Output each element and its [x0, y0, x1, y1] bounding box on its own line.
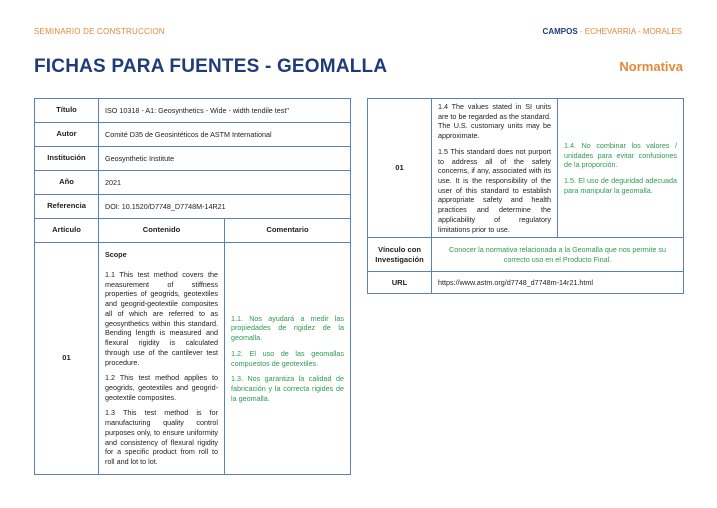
vinculo-value: Conocer la normativa relacionada a la Geomalla que nos permite su correcto uso en el Producto Final. — [432, 238, 684, 272]
header-contenido: Contenido — [99, 219, 225, 243]
header-author-rest: - ECHEVARRIA - MORALES — [577, 27, 682, 36]
comment-1-1: 1.1. Nos ayudará a medir las propiedades de rigidez de la geomalla. — [231, 313, 344, 343]
row-institucion — [35, 147, 351, 171]
row-titulo — [35, 99, 351, 123]
header-author-bold: CAMPOS — [542, 27, 578, 36]
column-header-row — [35, 219, 351, 243]
label-referencia: Referencia — [35, 195, 99, 219]
row-anio — [35, 171, 351, 195]
url-row — [368, 272, 684, 294]
url-label: URL — [368, 272, 432, 294]
url-link[interactable]: https://www.astm.org/d7748_d7748m-14r21.html — [432, 272, 684, 294]
article-row — [35, 243, 351, 475]
article-number: 01 — [35, 243, 99, 475]
comment-1-5: 1.5. El uso de deguridad adecuada para manipular la geomalla. — [564, 176, 677, 195]
article-comments — [225, 243, 351, 475]
page-title: FICHAS PARA FUENTES - GEOMALLA — [34, 56, 388, 77]
content-1-5: 1.5 This standard does not purport to address all of the safety concerns, if any, associated with its use. It is the responsibility of the user of this standard to establish appropriate safety and health practices and determine the applicability of regulatory limitations prior to use. — [438, 146, 551, 234]
value-autor: Comité D35 de Geosintéticos de ASTM International — [99, 123, 351, 147]
scope-title: Scope — [105, 250, 127, 260]
label-anio: Año — [35, 171, 99, 195]
header-comentario: Comentario — [225, 219, 351, 243]
label-autor: Autor — [35, 123, 99, 147]
right-article-row — [368, 99, 684, 238]
content-1-4: 1.4 The values stated in SI units are to be regarded as the standard. The U.S. customary units may be approximate. — [438, 102, 551, 141]
article-content — [99, 243, 225, 475]
content-1-1: 1.1 This test method covers the measurement of stiffness properties of geogrids, geotextiles and geogrid-geotextile composites all of which are referred to as geosynthetics within this standard. Bending length is measured and flexural rigidity is calculated through use of the cantilever test procedure. — [105, 270, 218, 367]
content-1-2: 1.2 This test method applies to geogrids, geotextiles and geogrid-geotextile composites. — [105, 373, 218, 402]
value-titulo: ISO 10318 - A1: Geosynthetics - Wide - width tendile test" — [99, 99, 351, 123]
value-institucion: Geosynthetic Institute — [99, 147, 351, 171]
row-autor — [35, 123, 351, 147]
row-referencia — [35, 195, 351, 219]
right-article-comments — [558, 99, 684, 238]
header-authors — [543, 27, 682, 36]
right-article-content — [432, 99, 558, 238]
value-referencia: DOI: 10.1520/D7748_D7748M-14R21 — [99, 195, 351, 219]
vinculo-label: Vínculo con Investigación — [368, 238, 432, 272]
label-institucion: Institución — [35, 147, 99, 171]
label-titulo: Título — [35, 99, 99, 123]
comment-1-4: 1.4. No combinar los valores / unidades para evitar confusiones de la proporción. — [564, 140, 677, 170]
vinculo-row — [368, 238, 684, 272]
right-source-table — [367, 98, 684, 294]
section-label: Normativa — [619, 59, 683, 74]
right-article-number: 01 — [368, 99, 432, 238]
value-anio: 2021 — [99, 171, 351, 195]
header-articulo: Artículo — [35, 219, 99, 243]
comment-1-3: 1.3. Nos garantiza la calidad de fabricación y la correcta rigides de la geomalla. — [231, 374, 344, 403]
header-course: SEMINARIO DE CONSTRUCCION — [34, 27, 165, 36]
content-1-3: 1.3 This test method is for manufacturing quality control purposes only, to ensure uniformity and consistency of flexural rigidity for a specific product from roll to roll and lot to lot. — [105, 408, 218, 466]
left-source-table — [34, 98, 351, 475]
comment-1-2: 1.2. El uso de las geomallas compuestos de geotextiles. — [231, 348, 344, 368]
